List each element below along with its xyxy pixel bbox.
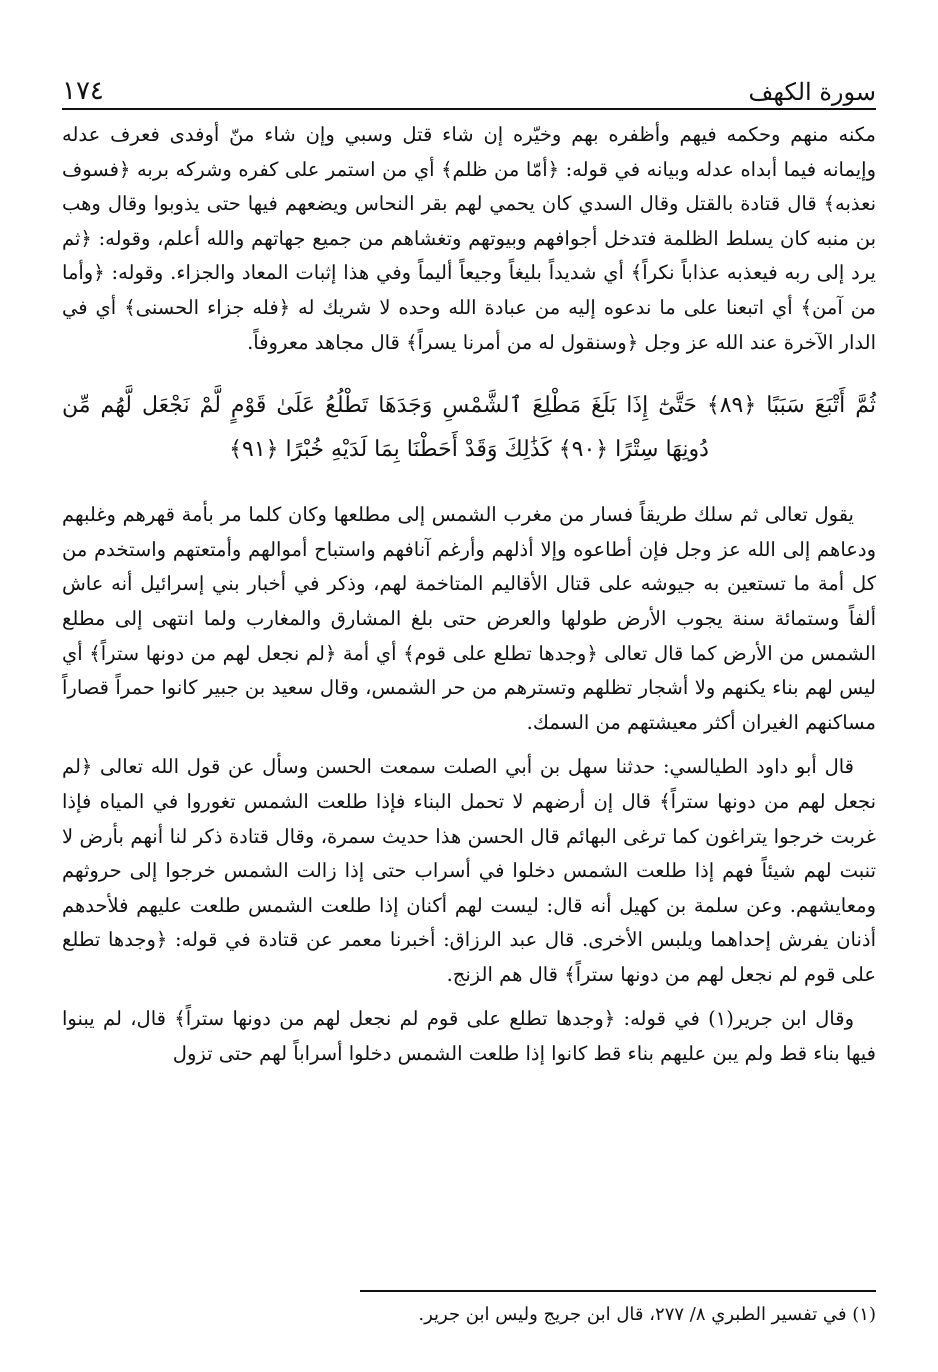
surah-title: سورة الكهف	[748, 78, 876, 106]
page-header	[62, 70, 876, 106]
paragraph-2: يقول تعالى ثم سلك طريقاً فسار من مغرب الشمس إلى مطلعها وكان كلما مر بأمة قهرهم وغلبهم ودعاهم إلى الله عز وجل فإن أطاعوه وإلا أذلهم وأرغم آنافهم واستباح أموالهم وأمتعتهم واستخدم من كل أمة ما تستعين به جيوشه على قتال الأقاليم المتاخمة لهم، وذكر في أخبار بني إسرائيل أنه عاش ألفاً وستمائة سنة يجوب الأرض طولها والعرض حتى بلغ المشارق والمغارب ولما انتهى إلى مطلع الشمس من الأرض كما قال تعالى ﴿وجدها تطلع على قوم﴾ أي أمة ﴿لم نجعل لهم من دونها ستراً﴾ أي ليس لهم بناء يكنهم ولا أشجار تظلهم وتسترهم من حر الشمس، وقال سعيد بن جبير كانوا حمراً قصاراً مساكنهم الغيران أكثر معيشتهم من السمك.	[62, 503, 876, 734]
footnote: (١) في تفسير الطبري ٨/ ٢٧٧، قال ابن جريج وليس ابن جرير.	[418, 1304, 876, 1325]
header-rule	[62, 108, 876, 110]
footnote-rule	[360, 1290, 876, 1292]
main-text	[62, 118, 876, 1072]
paragraph-3: قال أبو داود الطيالسي: حدثنا سهل بن أبي الصلت سمعت الحسن وسأل عن قول الله تعالى ﴿لم نجعل لهم من دونها ستراً﴾ قال إن أرضهم لا تحمل البناء فإذا طلعت الشمس تغوروا في المياه فإذا غربت خرجوا يتراغون كما ترغى البهائم قال الحسن هذا حديث سمرة، وقال قتادة ذكر لنا أنهم بأرض لا تنبت لهم شيئاً فهم إذا طلعت الشمس دخلوا في أسراب حتى إذا زالت الشمس خرجوا إلى حروثهم ومعايشهم. وعن سلمة بن كهيل أنه قال: ليست لهم أكنان إذا طلعت الشمس طلعت عليهم فلأحدهم أذنان يفرش إحداهما ويلبس الأخرى. قال عبد الرزاق: أخبرنا معمر عن قتادة في قوله: ﴿وجدها تطلع على قوم لم نجعل لهم من دونها ستراً﴾ قال هم الزنج.	[62, 755, 876, 986]
page-number: ١٧٤	[62, 76, 104, 106]
paragraph-4: وقال ابن جرير(١) في قوله: ﴿وجدها تطلع على قوم لم نجعل لهم من دونها ستراً﴾ قال، لم يبنوا فيها بناء قط ولم يبن عليهم بناء قط كانوا إذا طلعت الشمس دخلوا أسراباً لهم حتى تزول	[62, 1007, 876, 1066]
paragraph-1: مكنه منهم وحكمه فيهم وأظفره بهم وخيّره إن شاء قتل وسبي وإن شاء منّ أوفدى فعرف عدله وإيمانه فيما أبداه عدله وبيانه في قوله: ﴿أمّا من ظلم﴾ أي من استمر على كفره وشركه بربه ﴿فسوف نعذبه﴾ قال قتادة بالقتل وقال السدي كان يحمي لهم بقر النحاس ويضعهم فيها حتى يذوبوا وقال وهب بن منبه كان يسلط الظلمة فتدخل أجوافهم وبيوتهم وتغشاهم من جميع جهاتهم والله أعلم، وقوله: ﴿ثم يرد إلى ربه فيعذبه عذاباً نكراً﴾ أي شديداً بليغاً وجيعاً أليماً وفي هذا إثبات المعاد والجزاء. وقوله: ﴿وأما من آمن﴾ أي اتبعنا على ما ندعوه إليه من عبادة الله وحده لا شريك له ﴿فله جزاء الحسنى﴾ أي في الدار الآخرة عند الله عز وجل ﴿وسنقول له من أمرنا يسراً﴾ قال مجاهد معروفاً.	[62, 123, 876, 354]
quran-verse: ثُمَّ أَتْبَعَ سَبَبًا ﴿٨٩﴾ حَتَّىٰٓ إِذَا بَلَغَ مَطْلِعَ ٱلشَّمْسِ وَجَدَهَا تَطْلُعُ عَلَىٰ قَوْمٍ لَّمْ نَجْعَل لَّهُم مِّن دُونِهَا سِتْرًا ﴿٩٠﴾ كَذَٰلِكَ وَقَدْ أَحَطْنَا بِمَا لَدَيْهِ خُبْرًا ﴿٩١﴾	[62, 393, 876, 463]
